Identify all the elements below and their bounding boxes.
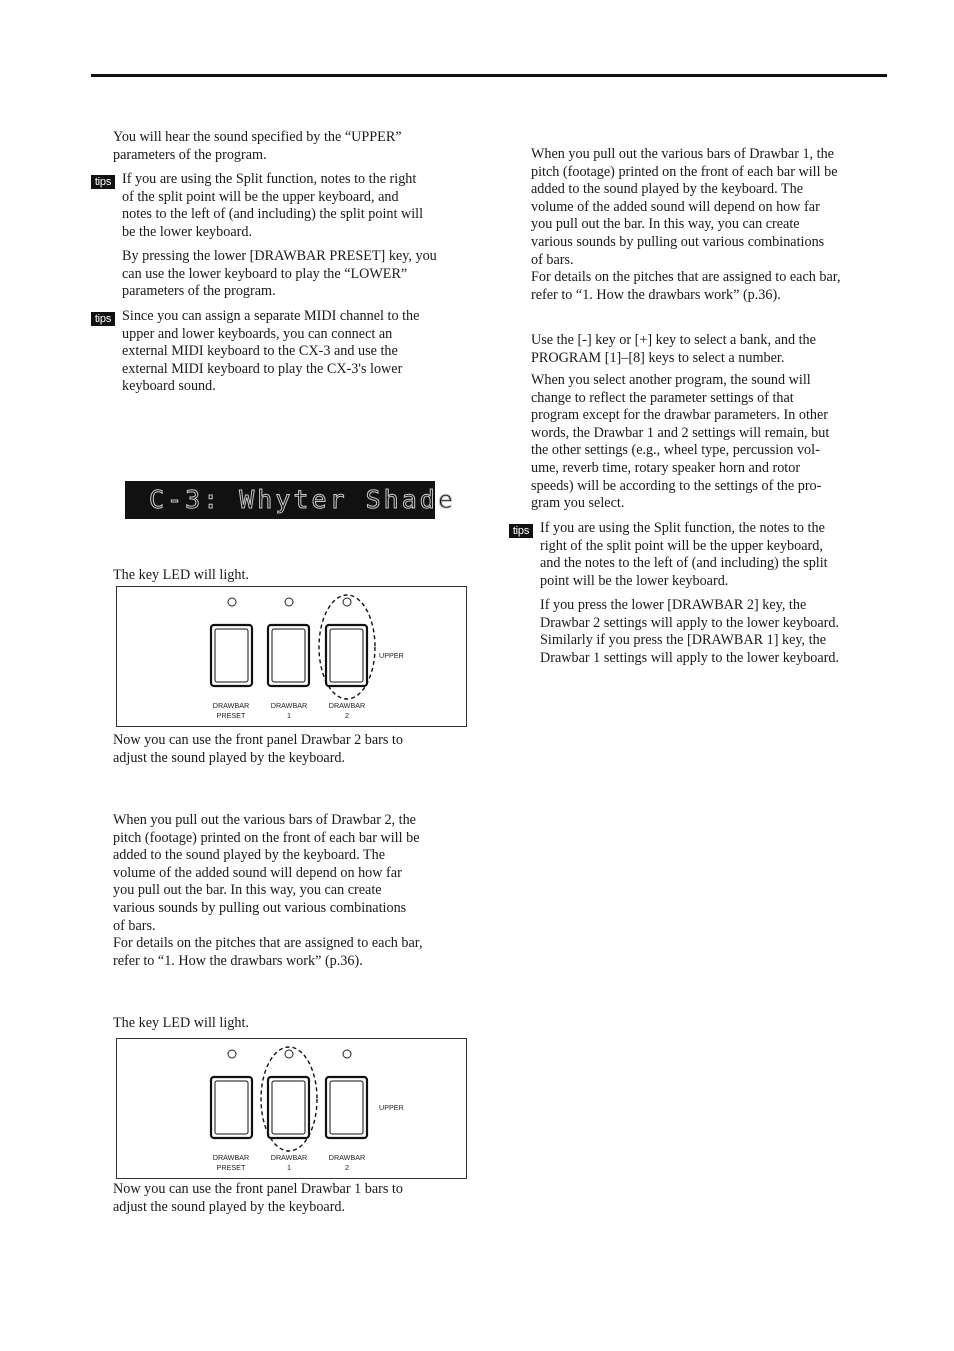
- lower-drawbar-paragraph: [540, 597, 839, 667]
- text-line: program except for the drawbar parameters. In other: [531, 407, 829, 424]
- midi-tip-text: [122, 308, 419, 396]
- text-line: upper and lower keyboards, you can connect an: [122, 325, 393, 342]
- key-label: 1: [287, 711, 291, 720]
- text-line: When you pull out the various bars of Drawbar 1, the: [531, 146, 834, 162]
- text-line: If you are using the Split function, notes to the right: [122, 171, 417, 187]
- header-rule: [91, 74, 887, 77]
- text-line: notes to the left of (and including) the split point will: [122, 206, 424, 223]
- text-line: When you select another program, the sound will: [531, 372, 811, 388]
- drawbar-2-key: [326, 625, 367, 686]
- drawbar-1-key: [268, 625, 309, 686]
- drawbar1-explanation: [531, 146, 841, 304]
- text-line: various sounds by pulling out various combinations: [531, 233, 825, 250]
- text-line: Use the [-] key or [+] key to select a bank, and the: [531, 332, 816, 348]
- text-line: For details on the pitches that are assigned to each bar,: [113, 935, 423, 952]
- bank-select-paragraph: [531, 332, 816, 367]
- text-line: gram you select.: [531, 495, 625, 512]
- split-tip-text: [540, 520, 828, 590]
- led-indicator: [228, 1050, 236, 1058]
- tips-badge: tips: [91, 312, 115, 326]
- text-line: If you are using the Split function, the notes to the: [540, 520, 825, 536]
- text-line: and the notes to the left of (and including) the split: [540, 555, 828, 572]
- text-line: volume of the added sound will depend on how far: [531, 198, 820, 215]
- key-label: DRAWBAR: [212, 701, 250, 710]
- text-line: of bars.: [531, 251, 574, 268]
- upper-label: UPPER: [379, 1103, 404, 1112]
- led-indicator-lit: [285, 1050, 293, 1058]
- drawbar-preset-key: [211, 1077, 252, 1138]
- split-tip-text: [122, 171, 423, 241]
- text-line: Now you can use the front panel Drawbar 2 bars to: [113, 732, 403, 748]
- key-label: PRESET: [216, 711, 246, 720]
- text-line: right of the split point will be the upper keyboard,: [540, 537, 823, 554]
- text-line: can use the lower keyboard to play the “LOWER”: [122, 265, 408, 282]
- led-indicator: [343, 1050, 351, 1058]
- text-line: refer to “1. How the drawbars work” (p.36).: [113, 952, 363, 969]
- lcd-program-name: C-3: Whyter Shade: [149, 485, 456, 514]
- led-indicator: [285, 598, 293, 606]
- text-line: change to reflect the parameter settings of that: [531, 389, 794, 406]
- text-line: external MIDI keyboard to the CX-3 and use the: [122, 343, 398, 360]
- drawbar-preset-key: [211, 625, 252, 686]
- text-line: PROGRAM [1]–[8] keys to select a number.: [531, 349, 785, 366]
- drawbar-preset-paragraph: [122, 248, 437, 301]
- lcd-display: [125, 481, 456, 519]
- text-line: parameters of the program.: [113, 146, 267, 163]
- text-line: ume, reverb time, rotary speaker horn and rotor: [531, 459, 801, 476]
- drawbar2-explanation: [113, 812, 423, 970]
- key-label: PRESET: [216, 1163, 246, 1172]
- upper-label: UPPER: [379, 651, 404, 660]
- text-line: Similarly if you press the [DRAWBAR 1] key, the: [540, 632, 826, 649]
- key-label: 2: [345, 711, 349, 720]
- drawbar1-caption: [113, 1181, 403, 1216]
- drawbar2-key-diagram: [116, 586, 467, 727]
- text-line: parameters of the program.: [122, 283, 276, 300]
- key-label: 2: [345, 1163, 349, 1172]
- text-line: words, the Drawbar 1 and 2 settings will remain, but: [531, 424, 830, 441]
- text-line: pitch (footage) printed on the front of each bar will be: [113, 829, 420, 846]
- text-line: you pull out the bar. In this way, you can create: [531, 216, 800, 233]
- text-line: If you press the lower [DRAWBAR 2] key, the: [540, 597, 807, 613]
- key-label: 1: [287, 1163, 291, 1172]
- text-line: the other settings (e.g., wheel type, percussion vol-: [531, 442, 820, 459]
- text-line: various sounds by pulling out various combinations: [113, 899, 407, 916]
- drawbar-1-key: [268, 1077, 309, 1138]
- text-line: added to the sound played by the keyboard. The: [113, 847, 385, 864]
- drawbar1-key-diagram: [116, 1038, 467, 1179]
- text-line: Since you can assign a separate MIDI channel to the: [122, 308, 420, 324]
- key-label: DRAWBAR: [212, 1153, 250, 1162]
- key-label: DRAWBAR: [270, 1153, 308, 1162]
- led-note: The key LED will light.: [113, 567, 249, 583]
- text-line: refer to “1. How the drawbars work” (p.36).: [531, 286, 781, 303]
- text-line: volume of the added sound will depend on how far: [113, 864, 402, 881]
- text-line: point will be the lower keyboard.: [540, 572, 729, 589]
- text-line: pitch (footage) printed on the front of each bar will be: [531, 163, 838, 180]
- key-label: DRAWBAR: [270, 701, 308, 710]
- text-line: keyboard sound.: [122, 378, 216, 395]
- tips-badge: tips: [509, 524, 533, 538]
- text-line: Drawbar 1 settings will apply to the lower keyboard.: [540, 649, 840, 666]
- led-indicator: [228, 598, 236, 606]
- drawbar2-caption: [113, 732, 403, 767]
- text-line: For details on the pitches that are assigned to each bar,: [531, 269, 841, 286]
- key-label: DRAWBAR: [328, 701, 366, 710]
- text-line: of the split point will be the upper keyboard, and: [122, 188, 399, 205]
- text-line: You will hear the sound specified by the “UPPER”: [113, 129, 402, 145]
- text-line: speeds) will be according to the settings of the pro-: [531, 477, 822, 494]
- text-line: Drawbar 2 settings will apply to the lower keyboard.: [540, 614, 840, 631]
- text-line: Now you can use the front panel Drawbar 1 bars to: [113, 1181, 403, 1197]
- text-line: you pull out the bar. In this way, you can create: [113, 882, 382, 899]
- text-line: By pressing the lower [DRAWBAR PRESET] key, you: [122, 248, 437, 264]
- text-line: of bars.: [113, 917, 156, 934]
- key-label: DRAWBAR: [328, 1153, 366, 1162]
- drawbar-2-key: [326, 1077, 367, 1138]
- program-change-paragraph: [531, 372, 829, 513]
- text-line: adjust the sound played by the keyboard.: [113, 1198, 346, 1215]
- text-line: be the lower keyboard.: [122, 223, 253, 240]
- led-note: The key LED will light.: [113, 1015, 249, 1031]
- text-line: added to the sound played by the keyboard. The: [531, 181, 803, 198]
- tips-badge: tips: [91, 175, 115, 189]
- text-line: external MIDI keyboard to play the CX-3's lower: [122, 360, 403, 377]
- upper-sound-paragraph: [113, 129, 402, 164]
- text-line: When you pull out the various bars of Drawbar 2, the: [113, 812, 416, 828]
- text-line: adjust the sound played by the keyboard.: [113, 749, 346, 766]
- led-indicator-lit: [343, 598, 351, 606]
